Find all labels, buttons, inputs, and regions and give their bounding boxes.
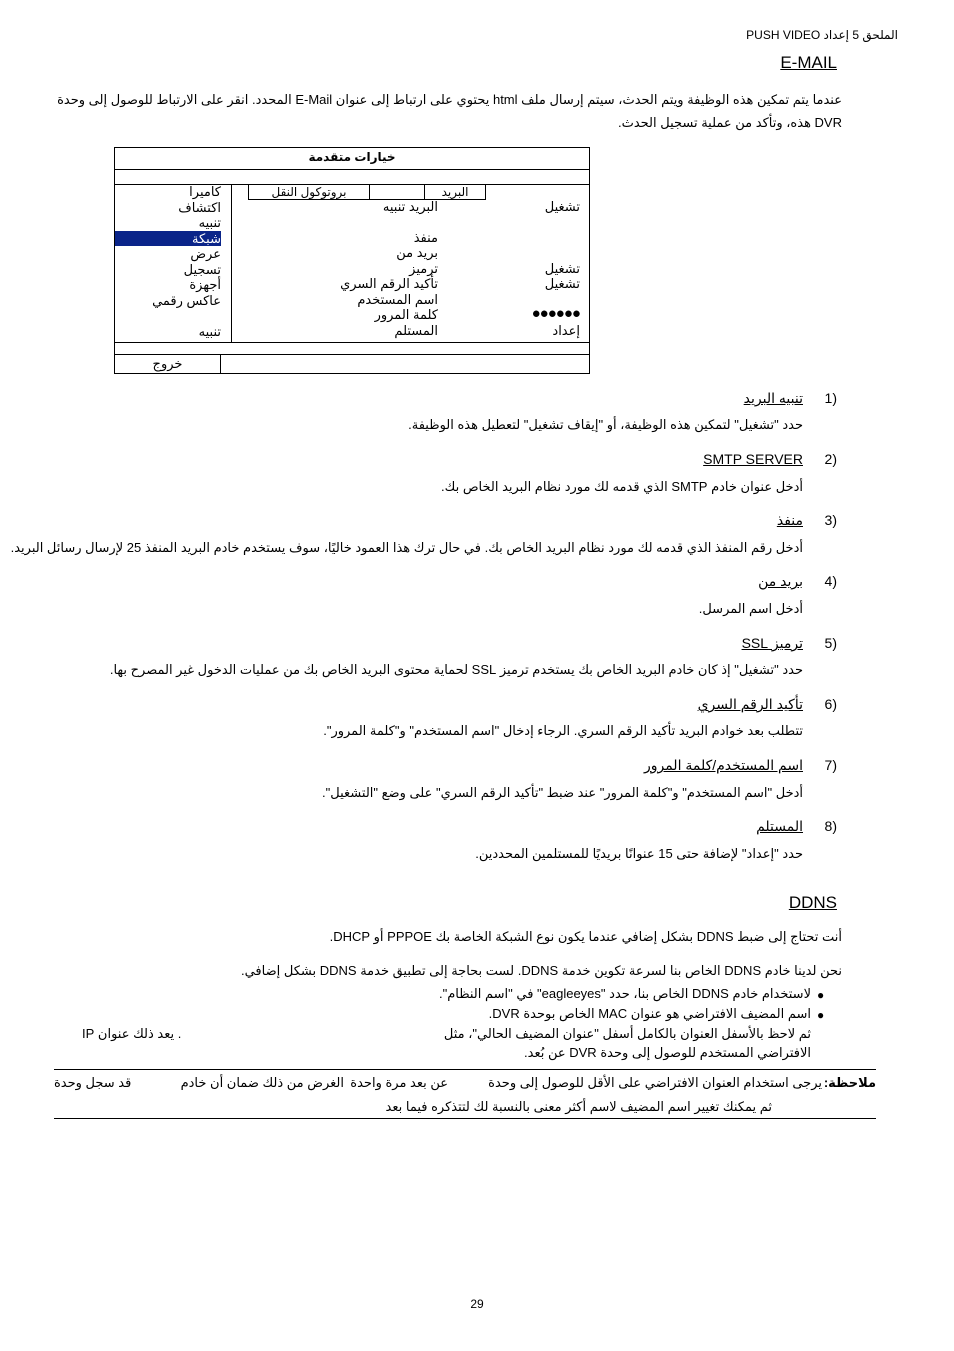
menu-item-dcci[interactable]: عاكس رقمي (152, 292, 221, 308)
item-number: 7) (824, 757, 837, 773)
note-part-4: قد سجل وحدة (54, 1075, 132, 1090)
note-top-rule (54, 1069, 876, 1070)
ddns-paragraph-1: أنت تحتاج إلى ضبط DDNS بشكل إضافي عندما يكون نوع الشبكة الخاصة بك PPPOE أو DHCP. (329, 929, 842, 944)
label-password-confirm: تأكيد الرقم السري (340, 276, 438, 291)
note-part-3: الغرض من ذلك ضمان أن خادم (180, 1075, 344, 1090)
item-number: 4) (824, 573, 837, 589)
label-port: منفذ (413, 230, 438, 245)
menu-item-notify[interactable]: تنبيه (198, 323, 221, 339)
menu-item-devices[interactable]: أجهزة (189, 277, 221, 292)
label-ssl: ترميز (409, 261, 438, 276)
ddns-bullet-2: اسم المضيف الافتراضي هو عنوان MAC الخاص بوحدة DVR. (488, 1006, 811, 1021)
label-recipient: المستلم (394, 323, 438, 338)
ddns-heading: DDNS (788, 893, 837, 912)
item-desc: تتطلب بعد خوادم البريد تأكيد الرقم السري. الرجاء إدخال "اسم المستخدم" و"كلمة المرور". (323, 723, 803, 738)
menu-item-network[interactable]: شبكة (115, 231, 221, 247)
item-desc: أدخل اسم المرسل. (698, 601, 803, 616)
label-username: اسم المستخدم (357, 292, 438, 307)
item-title-recipient: المستلم (756, 818, 803, 834)
ddns-bullet-1: لاستخدام خادم DDNS الخاص بنا، حدد "eagleeyes" في "اسم النظام". (438, 986, 811, 1001)
item-desc: أدخل "اسم المستخدم" و"كلمة المرور" عند ضبط "تأكيد الرقم السري" على وضع "التشغيل". (322, 785, 803, 800)
bullet-icon: ● (817, 1008, 825, 1022)
value-password[interactable]: ●●●●●● (531, 305, 580, 322)
dialog-title: خيارات متقدمة (115, 148, 589, 170)
ddns-bullet-2-cont: ثم لاحظ بالأسفل العنوان بالكامل أسفل "عنوان المضيف الحالي"، مثل (443, 1026, 811, 1041)
ddns-paragraph-2: نحن لدينا خادم DDNS الخاص بنا لسرعة تكوين خدمة DDNS. لست بحاجة إلى تطبيق خدمة DDNS بشكل إضافي. (240, 963, 842, 978)
item-desc: أدخل رقم المنفذ الذي قدمه لك مورد نظام البريد الخاص بك. في حال ترك هذا العمود خاليًا، سوف يستخدم خادم البريد المنفذ 25 لإرسال رسائل البريد. (10, 540, 803, 555)
label-mail-alert: البريد تنبيه (382, 199, 438, 214)
ddns-bullet-2-cont-2: الافتراضي المستخدم للوصول إلى وحدة DVR عن بُعد. (524, 1045, 811, 1060)
tab-transport-protocol[interactable]: بروتوكول النقل (248, 184, 370, 200)
tab-mail[interactable]: البريد (424, 184, 486, 200)
value-password-confirm[interactable]: تشغيل (544, 276, 580, 291)
dialog-menu (115, 184, 221, 342)
page-number: 29 (470, 1297, 484, 1311)
item-desc: حدد "إعداد" لإضافة حتى 15 عنوانًا بريديًا للمستلمين المحددين. (475, 846, 803, 861)
exit-row-line (115, 354, 589, 355)
note-part-1: يرجى استخدام العنوان الافتراضي على الأقل للوصول إلى وحدة (488, 1075, 822, 1090)
item-number: 3) (824, 512, 837, 528)
tab-mail-frame (424, 184, 486, 200)
item-number: 1) (824, 390, 837, 406)
item-title-password-confirm: تأكيد الرقم السري (697, 696, 803, 712)
note-bottom-rule (54, 1118, 876, 1119)
item-title-port: منفذ (776, 512, 803, 528)
email-intro: عندما يتم تمكين هذه الوظيفة ويتم الحدث، سيتم إرسال ملف html يحتوي على ارتباط إلى عنوان E-Mail المحدد. انقر على الارتباط للوصول إلى وحدة DVR هذه، وتأكد من عملية تسجيل الحدث. (57, 92, 842, 130)
item-title-ssl: ترميز SSL (741, 635, 803, 651)
menu-item-record[interactable]: تسجيل (183, 261, 221, 277)
exit-separator (220, 354, 221, 374)
value-recipient-setup[interactable]: إعداد (552, 323, 580, 338)
dialog-divider (115, 342, 589, 343)
ddns-bullet-2-cont-left: . يعد ذلك عنوان IP (82, 1026, 182, 1041)
item-number: 2) (824, 451, 837, 467)
note-part-2: عن بعد مرة واحدة (350, 1075, 448, 1090)
menu-item-camera[interactable]: كاميرا (189, 184, 221, 199)
advanced-options-dialog (114, 147, 590, 374)
email-heading: E-MAIL (780, 53, 837, 72)
note-label: ملاحظة: (823, 1075, 876, 1090)
item-number: 8) (824, 818, 837, 834)
item-title-mail-from: بريد من (758, 573, 803, 589)
note-line-2: ثم يمكنك تغيير اسم المضيف لاسم أكثر معنى بالنسبة لك لتتذكره فيما بعد (385, 1099, 772, 1114)
item-desc: حدد "تشغيل" لتمكين هذه الوظيفة، أو "إيقاف تشغيل" لتعطيل هذه الوظيفة. (408, 417, 803, 432)
menu-item-display[interactable]: عرض (190, 246, 221, 261)
item-title-smtp-server: SMTP SERVER (703, 451, 803, 467)
bullet-icon: ● (817, 988, 825, 1002)
item-desc: حدد "تشغيل" إذ كان خادم البريد الخاص بك يستخدم ترميز SSL لحماية محتوى البريد الخاص بك من عمليات الدخول غير المصرح بها. (109, 662, 803, 677)
menu-item-alert[interactable]: تنبيه (198, 215, 221, 230)
page-header: الملحق 5 إعداد PUSH VIDEO (746, 28, 898, 42)
dialog-panel (231, 184, 590, 342)
item-title-mail-alert: تنبيه البريد (743, 390, 803, 406)
item-desc: أدخل عنوان خادم SMTP الذي قدمه لك مورد نظام البريد الخاص بك. (441, 479, 803, 494)
label-mail-from: بريد من (396, 245, 438, 260)
value-ssl[interactable]: تشغيل (544, 261, 580, 276)
item-number: 6) (824, 696, 837, 712)
item-title-username-password: اسم المستخدم/كلمة المرور (643, 757, 803, 773)
dialog-spacer-row (115, 169, 589, 185)
item-number: 5) (824, 635, 837, 651)
label-password: كلمة المرور (374, 307, 438, 322)
value-mail-alert[interactable]: تشغيل (544, 199, 580, 214)
menu-item-detection[interactable]: اكتشاف (178, 199, 221, 215)
exit-button[interactable]: خروج (152, 356, 183, 371)
